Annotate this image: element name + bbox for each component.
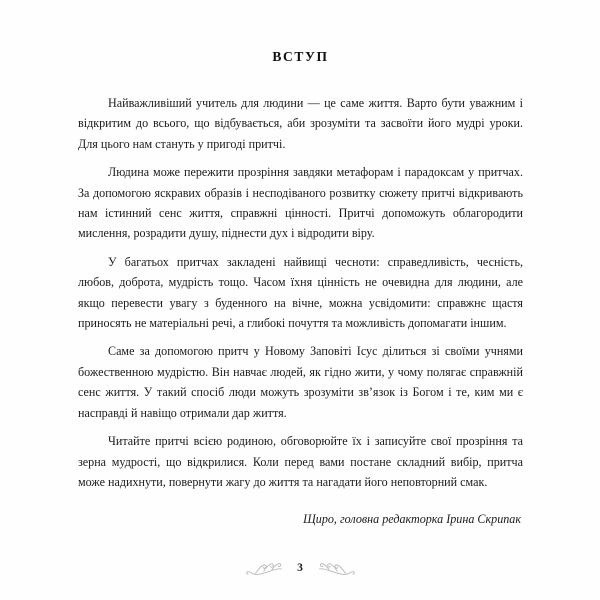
- page-number: 3: [297, 562, 303, 575]
- paragraph: У багатьох притчах закладені найвищі чесноти: справедливість, чесність, любов, доброта, мудрість тощо. Часом їхня цінність не очевидна для людини, але якщо перевести увагу з буденного на вічне, можна усвідомити: справжнє щастя приносять не матеріальні речі, а глибокі почуття та можливість допомагати іншим.: [78, 254, 523, 331]
- paragraph: Читайте притчі всією родиною, обговорюйте їх і записуйте свої прозріння та зерна мудрості, що відкрилися. Коли перед вами постане складний вибір, притча може надихнути, повернути жагу до життя та нагадати його неповторний смак.: [78, 434, 523, 489]
- page-title: ВСТУП: [272, 49, 329, 64]
- page-content-area: [78, 0, 523, 530]
- body-text-block: [78, 93, 523, 530]
- flourish-scroll-right-icon: [312, 559, 356, 579]
- page-footer: [0, 559, 600, 579]
- paragraph: Людина може пережити прозріння завдяки метафорам і парадоксам у притчах. За допомогою яскравих образів і несподіваного розвитку сюжету притчі відкривають нам істинний сенс життя, справжні цінності. Притчі допоможуть облагородити мислення, розрадити душу, піднести дух і відродити віру.: [78, 165, 523, 241]
- paragraph: Найважливіший учитель для людини — це саме життя. Варто бути уважним і відкритим до всього, що відбувається, аби зрозуміти та засвоїти його мудрі уроки. Для цього нам стануть у пригоді притчі.: [78, 96, 523, 151]
- paragraph: Саме за допомогою притч у Новому Заповіті Ісус ділиться зі своїми учнями божественною мудрістю. Він навчає людей, як гідно жити, у чому полягає справжній сенс життя. У такий спосіб люди можуть зрозуміти зв’язок із Богом і те, ким ми є насправді й навіщо отримали дар життя.: [78, 344, 523, 420]
- editor-signature: Щиро, головна редакторка Ірина Скрипак: [303, 512, 521, 527]
- flourish-scroll-left-icon: [245, 559, 289, 579]
